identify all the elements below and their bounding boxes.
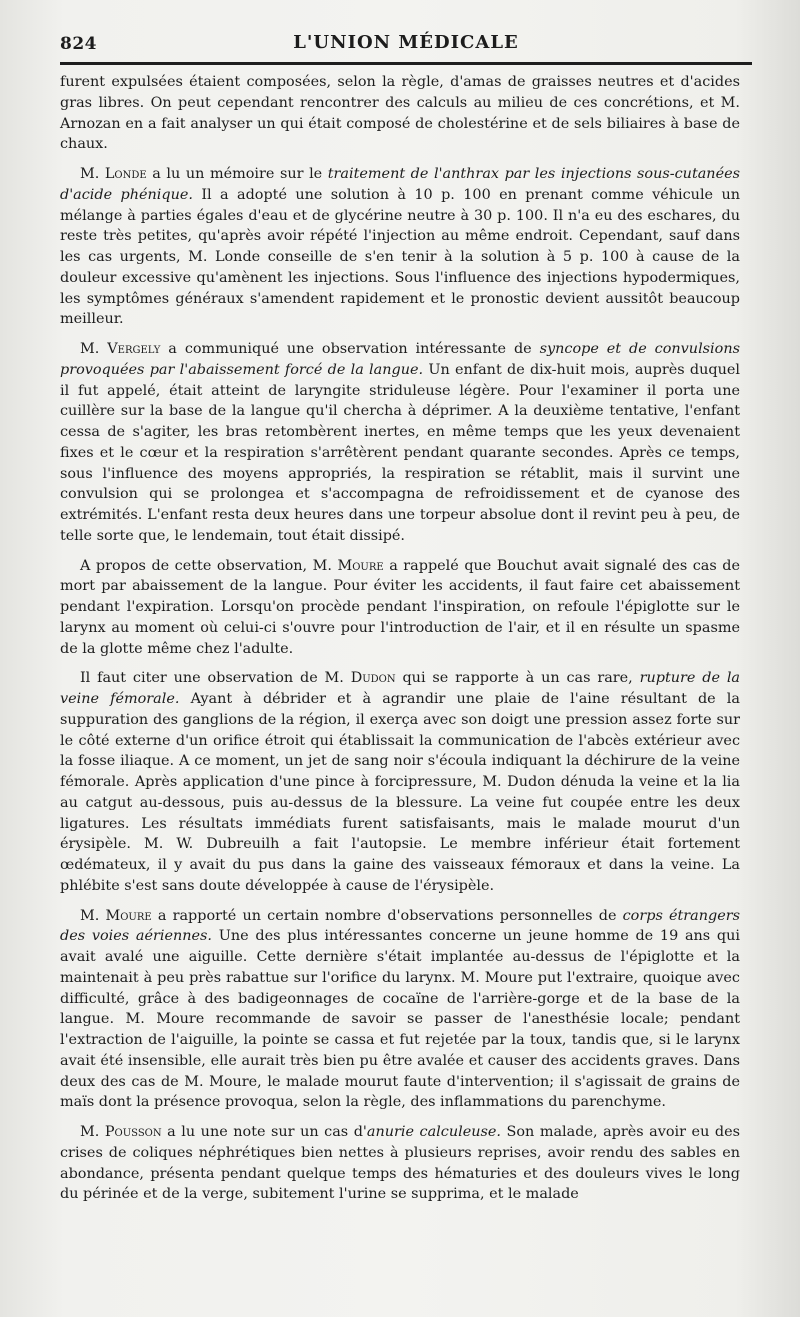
paragraph (60, 72, 740, 155)
author-name: Vergely (107, 341, 161, 357)
paragraph (60, 556, 740, 660)
text-run: a lu une note sur un cas d' (161, 1124, 367, 1140)
author-name: Dudon (350, 670, 396, 687)
text-run: a rapporté un certain nombre d'observations personnelles de (151, 907, 623, 924)
text-run: Une des plus intéressantes concerne un jeune homme de 19 ans qui avait avalé une aiguille. Cette dernière s'était implantée au-dessus de l'épiglotte et la maintenait à peu près rabattue sur l'orifice du larynx. M. Moure put l'extraire, quoique avec difficulté, grâce à des badigeonnages de cocaïne de l'arrière-gorge et de la base de la langue. M. Moure recommande de savoir se passer de l'anesthésie locale; pendant l'extraction de l'aiguille, la pointe se cassa et fut rejetée par la toux, tandis que, si le larynx avait été insensible, elle aurait très bien pu être avalée et causer des accidents graves. Dans deux des cas de M. Moure, le malade mourut faute d'intervention; il s'agissait de grains de maïs dont la présence provoqua, selon la règle, des inflammations du parenchyme. (60, 928, 740, 1111)
topic-title: corps étrangers des voies aériennes. (60, 907, 741, 945)
topic-title: anurie calculeuse. (366, 1124, 501, 1140)
topic-title: syncope et de convulsions provoquées par l'abaissement forcé de la langue. (60, 341, 740, 378)
text-run: furent expulsées étaient composées, selon la règle, d'amas de graisses neutres et d'acides gras libres. On peut cependant rencontrer des calculs au milieu de ces concrétions, et M. Arnozan en a fait analyser un qui était composé de cholestérine et de sels biliaires à base de chaux. (60, 74, 740, 153)
topic-title: traitement de l'anthrax par les injections sous-cutanées d'acide phénique. (60, 166, 740, 203)
text-run: a communiqué une observation intéressante de (160, 341, 540, 357)
text-run: qui se rapporte à un cas rare, (395, 670, 640, 687)
author-name: Moure (337, 557, 384, 574)
header-rule (60, 62, 752, 65)
text-run: Son malade, après avoir eu des crises de coliques néphrétiques bien nettes à plusieurs reprises, avoir rendu des sables en abondance, présenta pendant quelque temps des hématuries et des douleurs vives le long du périnée et de la verge, subitement l'urine se supprima, et le malade (60, 1124, 740, 1203)
paragraph (60, 339, 740, 547)
running-title: L'UNION MÉDICALE (293, 32, 519, 53)
text-run: M. (80, 907, 106, 924)
text-run: Il a adopté une solution à 10 p. 100 en prenant comme véhicule un mélange à parties égales d'eau et de glycérine neutre à 30 p. 100. Il n'a eu des eschares, du reste très petites, qu'après avoir répété l'injection au même endroit. Cependant, sauf dans les cas urgents, M. Londe conseille de s'en tenir à la solution à 5 p. 100 à cause de la douleur excessive qu'amènent les injections. Sous l'influence des injections hypodermiques, les symptômes généraux s'amendent rapidement et le pronostic devient aussitôt beaucoup meilleur. (60, 186, 740, 328)
topic-title: rupture de la veine fémorale. (60, 670, 740, 707)
text-run: M. (80, 166, 105, 182)
page-header (60, 30, 752, 60)
paragraph (60, 164, 740, 330)
text-run: Il faut citer une observation de M. (80, 670, 351, 687)
paragraph (60, 906, 740, 1114)
text-run: M. (80, 1124, 105, 1140)
article-body (60, 72, 740, 1205)
author-name: Moure (105, 907, 152, 924)
paragraph (60, 1122, 740, 1205)
text-run: Un enfant de dix-huit mois, auprès duquel il fut appelé, était atteint de laryngite striduleuse légère. Pour l'examiner il porta une cuillère sur la base de la langue qu'il chercha à déprimer. A la deuxième tentative, l'enfant cessa de s'agiter, les bras retombèrent inertes, en même temps que les yeux devenaient fixes et le cœur et la respiration s'arrêtèrent pendant quarante secondes. Après ce temps, sous l'influence des moyens appropriés, la respiration se rétablit, mais il survint une convulsion qui se prolongea et s'accompagna de refroidissement et de cyanose des extrémités. L'enfant resta deux heures dans une torpeur absolue dont il revint peu à peu, de telle sorte que, le lendemain, tout était dissipé. (60, 361, 740, 544)
text-run: a lu un mémoire sur le (146, 166, 328, 182)
page-number: 824 (60, 34, 97, 54)
text-run: Ayant à débrider et à agrandir une plaie de l'aine résultant de la suppuration des ganglions de la région, il exerça avec son doigt une pression assez forte sur le côté externe d'un orifice étroit qui établissait la communication de l'abcès extérieur avec la fosse iliaque. A ce moment, un jet de sang noir s'écoula indiquant la déchirure de la veine fémorale. Après application d'une pince à forcipressure, M. Dudon dénuda la veine et la lia au catgut au-dessous, puis au-dessus de la blessure. La veine fut coupée entre les deux ligatures. Les résultats immédiats furent satisfaisants, mais le malade mourut d'un érysipèle. M. W. Dubreuilh a fait l'autopsie. Le membre inférieur était fortement œdémateux, il y avait du pus dans la gaine des vaisseaux fémoraux et dans la veine. La phlébite s'est sans doute développée à cause de l'érysipèle. (60, 691, 740, 894)
author-name: Pousson (104, 1124, 162, 1140)
text-run: a rappelé que Bouchut avait signalé des cas de mort par abaissement de la langue. Pour éviter les accidents, il faut faire cet abaissement pendant l'expiration. Lorsqu'on procède pendant l'inspiration, on refoule l'épiglotte sur le larynx au moment où celui-ci s'ouvre pour l'introduction de l'air, et il en résulte un spasme de la glotte même chez l'adulte. (60, 557, 741, 657)
text-run: A propos de cette observation, M. (80, 557, 338, 574)
author-name: Londe (104, 166, 147, 182)
text-run: M. (80, 341, 108, 357)
paragraph (60, 668, 740, 896)
